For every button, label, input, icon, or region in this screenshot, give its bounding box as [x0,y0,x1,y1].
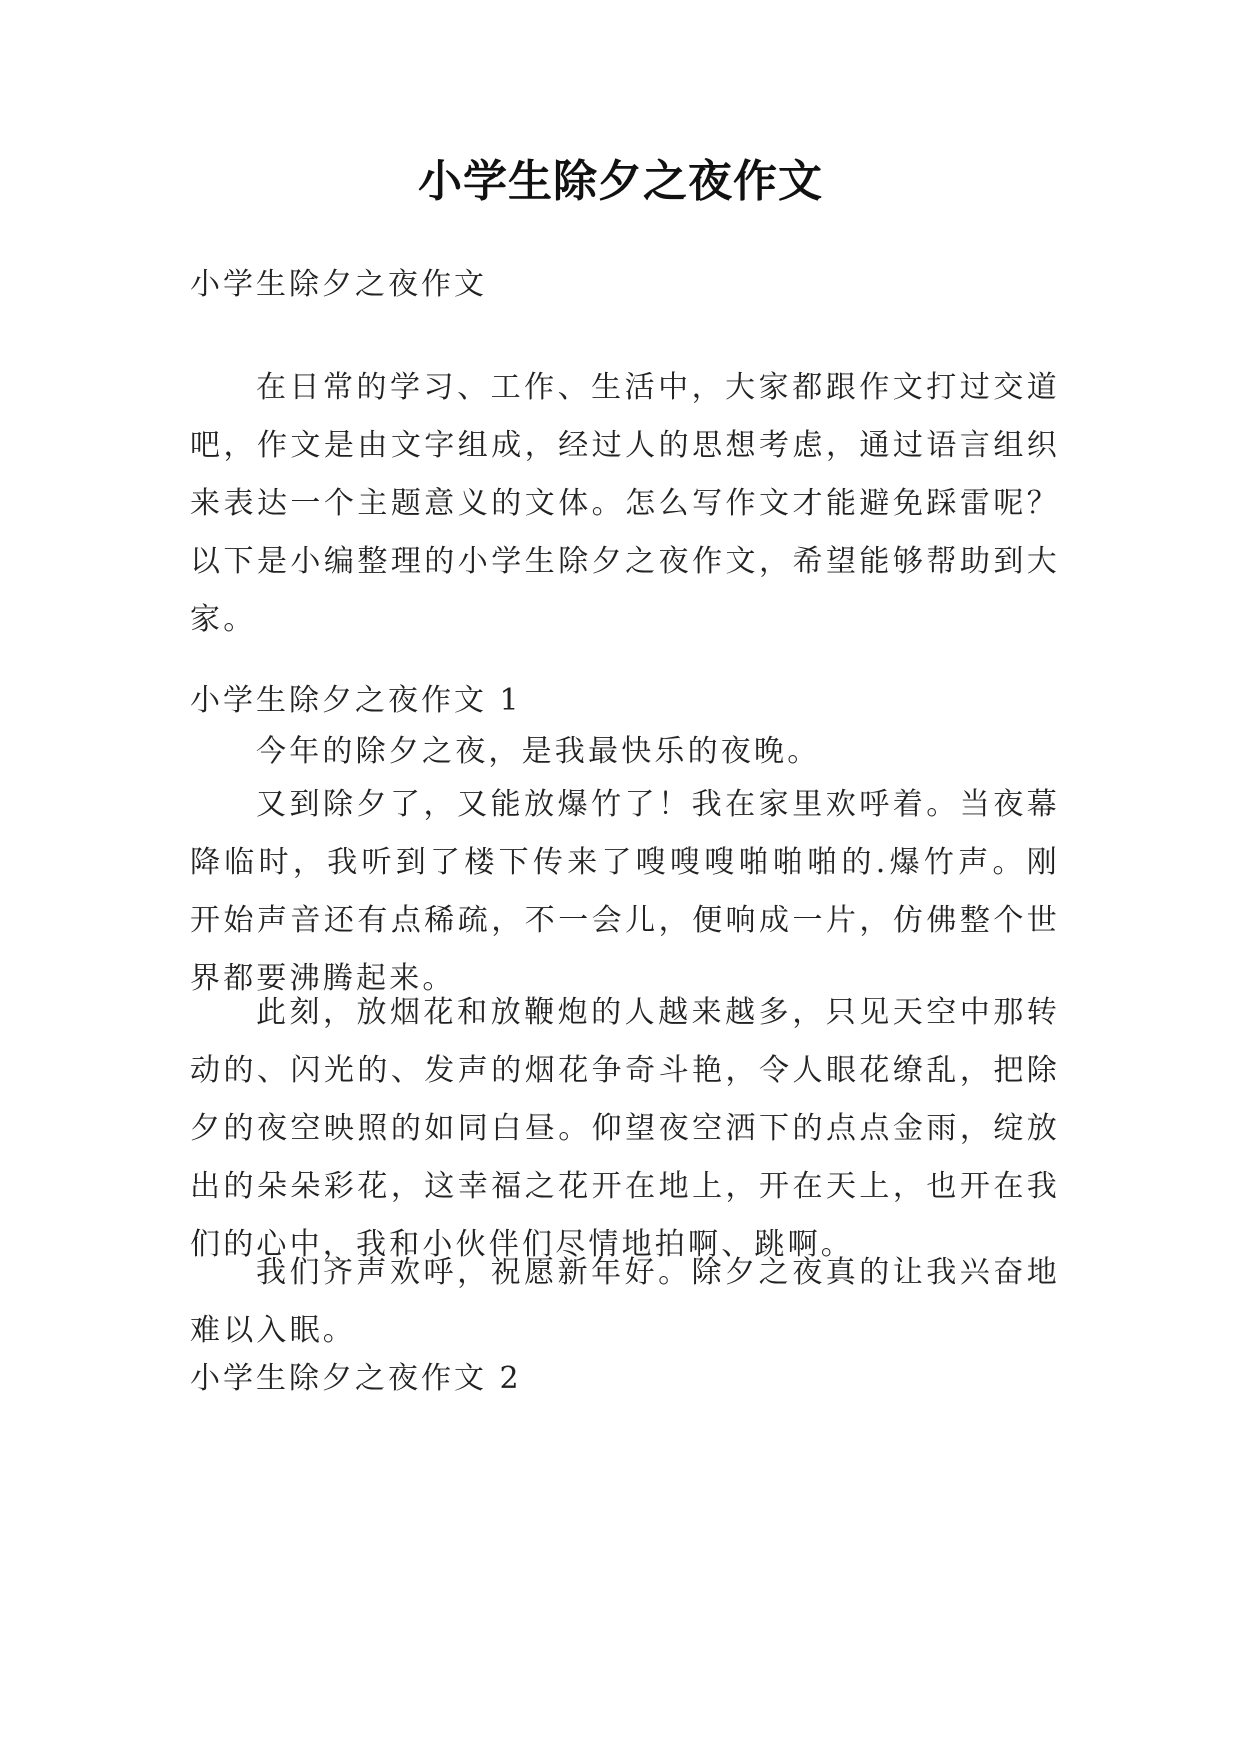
section1-paragraph-3: 此刻，放烟花和放鞭炮的人越来越多，只见天空中那转动的、闪光的、发声的烟花争奇斗艳，令人眼花缭乱，把除夕的夜空映照的如同白昼。仰望夜空洒下的点点金雨，绽放出的朵朵彩花，这幸福之花开在地上，开在天上，也开在我们的心中，我和小伙伴们尽情地拍啊、跳啊。 [190,995,1060,1262]
section-heading-2: 小学生除夕之夜作文 2 [190,1361,522,1396]
document-subtitle: 小学生除夕之夜作文 [190,267,487,302]
intro-paragraph: 在日常的学习、工作、生活中，大家都跟作文打过交道吧，作文是由文字组成，经过人的思想考虑，通过语言组织来表达一个主题意义的文体。怎么写作文才能避免踩雷呢？以下是小编整理的小学生除夕之夜作文，希望能够帮助到大家。 [190,370,1060,637]
section1-paragraph-1: 今年的除夕之夜，是我最快乐的夜晚。 [256,734,821,769]
section-heading-1: 小学生除夕之夜作文 1 [190,683,522,718]
section1-paragraph-2: 又到除夕了，又能放爆竹了！我在家里欢呼着。当夜幕降临时，我听到了楼下传来了嗖嗖嗖啪啪啪的.爆竹声。刚开始声音还有点稀疏，不一会儿，便响成一片，仿佛整个世界都要沸腾起来。 [190,787,1060,996]
document-title: 小学生除夕之夜作文 [418,156,823,207]
section1-paragraph-4: 我们齐声欢呼，祝愿新年好。除夕之夜真的让我兴奋地难以入眠。 [190,1255,1060,1348]
